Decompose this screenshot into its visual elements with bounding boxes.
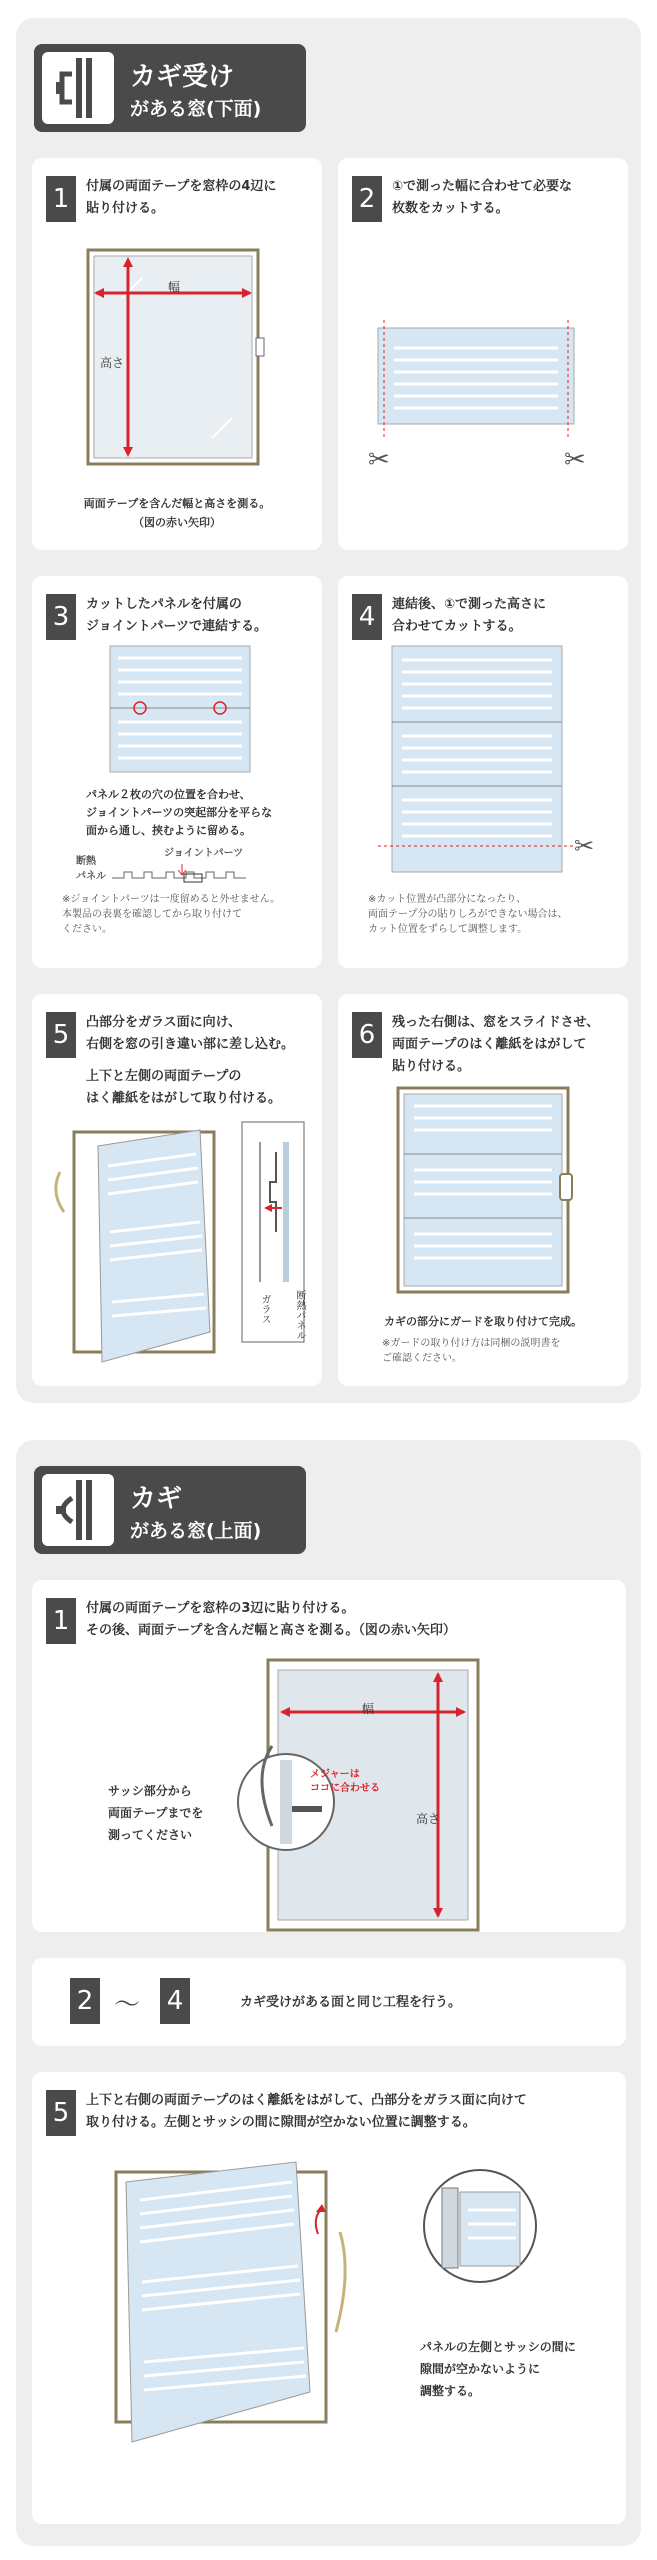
step-card-5: [32, 2072, 626, 2524]
section-header: [34, 1466, 306, 1554]
step-caption: カギの部分にガードを取り付けて完成。: [384, 1315, 582, 1328]
section-subtitle: がある窓(下面): [130, 98, 262, 120]
range-to: 4: [160, 1978, 190, 2024]
gap-detail-diagram: [420, 2166, 540, 2286]
lock-receiver-icon: [42, 52, 114, 124]
step-card-4: [338, 576, 628, 968]
step-text-2: 上下と左側の両面テープの はく離紙をはがして取り付ける。: [86, 1069, 282, 1106]
finished-window-diagram: [338, 1084, 628, 1304]
range-separator: 〜: [114, 1990, 141, 2020]
height-label: 高さ: [416, 1812, 441, 1826]
width-label: 幅: [362, 1702, 375, 1716]
step-text: 連結後、①で測った高さに 合わせてカットする。: [392, 597, 547, 634]
step-card-3: [32, 576, 322, 968]
glass-label: ガラス: [259, 1294, 270, 1324]
step-card-1: [32, 158, 322, 550]
step-number: 6: [352, 1012, 382, 1058]
step-caption: 両面テープを含んだ幅と高さを測る。 （図の赤い矢印）: [83, 497, 271, 529]
step-text: 凸部分をガラス面に向け、 右側を窓の引き違い部に差し込む。: [86, 1015, 295, 1052]
side-text: サッシ部分から 両面テープまでを 測ってください: [108, 1784, 204, 1842]
section-header: [34, 44, 306, 132]
range-card: [32, 1958, 626, 2046]
window-measure-diagram: [252, 1656, 552, 1932]
svg-text:✂: ✂: [368, 445, 390, 475]
step-number: 3: [46, 594, 76, 640]
step-text: 付属の両面テープを窓枠の3辺に貼り付ける。 その後、両面テープを含んだ幅と高さを測る。（図の赤い矢印）: [86, 1601, 456, 1638]
height-label: 高さ: [100, 356, 125, 370]
step-note: ※カット位置が凸部分になったり、 両面テープ分の貼りしろができない場合は、 カット位置をずらして調整します。: [368, 894, 568, 935]
section-title: カギ: [130, 1484, 183, 1514]
panel-label: 断熱 パネル: [76, 856, 106, 882]
step-number: 5: [46, 1012, 76, 1058]
step-number: 1: [46, 1598, 76, 1644]
width-label: 幅: [168, 280, 181, 294]
svg-text:✂: ✂: [574, 832, 595, 860]
joint-label: ジョイントパーツ: [164, 848, 244, 859]
step-number: 2: [352, 176, 382, 222]
side-text: パネルの左側とサッシの間に 隙間が空かないように 調整する。: [420, 2340, 576, 2398]
step-card-5: [32, 994, 322, 1386]
section-lower: [16, 18, 641, 1403]
step-text: 上下と右側の両面テープのはく離紙をはがして、凸部分をガラス面に向けて 取り付ける。左側とサッシの間に隙間が空かない位置に調整する。: [86, 2093, 527, 2130]
step-text: カットしたパネルを付属の ジョイントパーツで連結する。: [86, 597, 267, 634]
step-card-1: [32, 1580, 626, 1932]
range-from: 2: [70, 1978, 100, 2024]
svg-text:✂: ✂: [564, 445, 586, 475]
window-measure-diagram: [32, 238, 322, 468]
joint-detail-icon: [112, 858, 312, 888]
panel-joint-diagram: [32, 646, 322, 776]
section-subtitle: がある窓(上面): [130, 1520, 262, 1542]
step-text: 残った右側は、窓をスライドさせ、 両面テープのはく離紙をはがして 貼り付ける。: [392, 1015, 600, 1074]
step-text: 付属の両面テープを窓枠の4辺に 貼り付ける。: [86, 179, 277, 216]
step-number: 5: [46, 2090, 76, 2136]
panel-cut-diagram: [338, 298, 628, 498]
section-title: カギ受け: [130, 62, 235, 92]
step-card-6: [338, 994, 628, 1386]
step-text: ①で測った幅に合わせて必要な 枚数をカットする。: [392, 179, 573, 216]
panel-install-diagram: [96, 2152, 386, 2472]
panel-insert-diagram: [32, 1112, 322, 1382]
step-note: ※ガードの取り付け方は同梱の説明書を ご確認ください。: [382, 1338, 561, 1364]
step-caption: パネル２枚の穴の位置を合わせ、 ジョイントパーツの突起部分を平らな 面から通し、挟むように留める。: [86, 788, 273, 837]
lock-icon: [42, 1474, 114, 1546]
panel-height-cut-diagram: [338, 646, 628, 876]
section-upper: [16, 1440, 641, 2546]
callout-text: メジャーは ココに合わせる: [310, 1769, 380, 1794]
step-note: ※ジョイントパーツは一度留めると外せません。 本製品の表裏を確認してから取り付けて ください。: [62, 894, 281, 935]
panel-label: 断熱パネル: [294, 1290, 305, 1340]
range-text: カギ受けがある面と同じ工程を行う。: [240, 1995, 462, 2010]
step-number: 1: [46, 176, 76, 222]
step-number: 4: [352, 594, 382, 640]
step-card-2: [338, 158, 628, 550]
